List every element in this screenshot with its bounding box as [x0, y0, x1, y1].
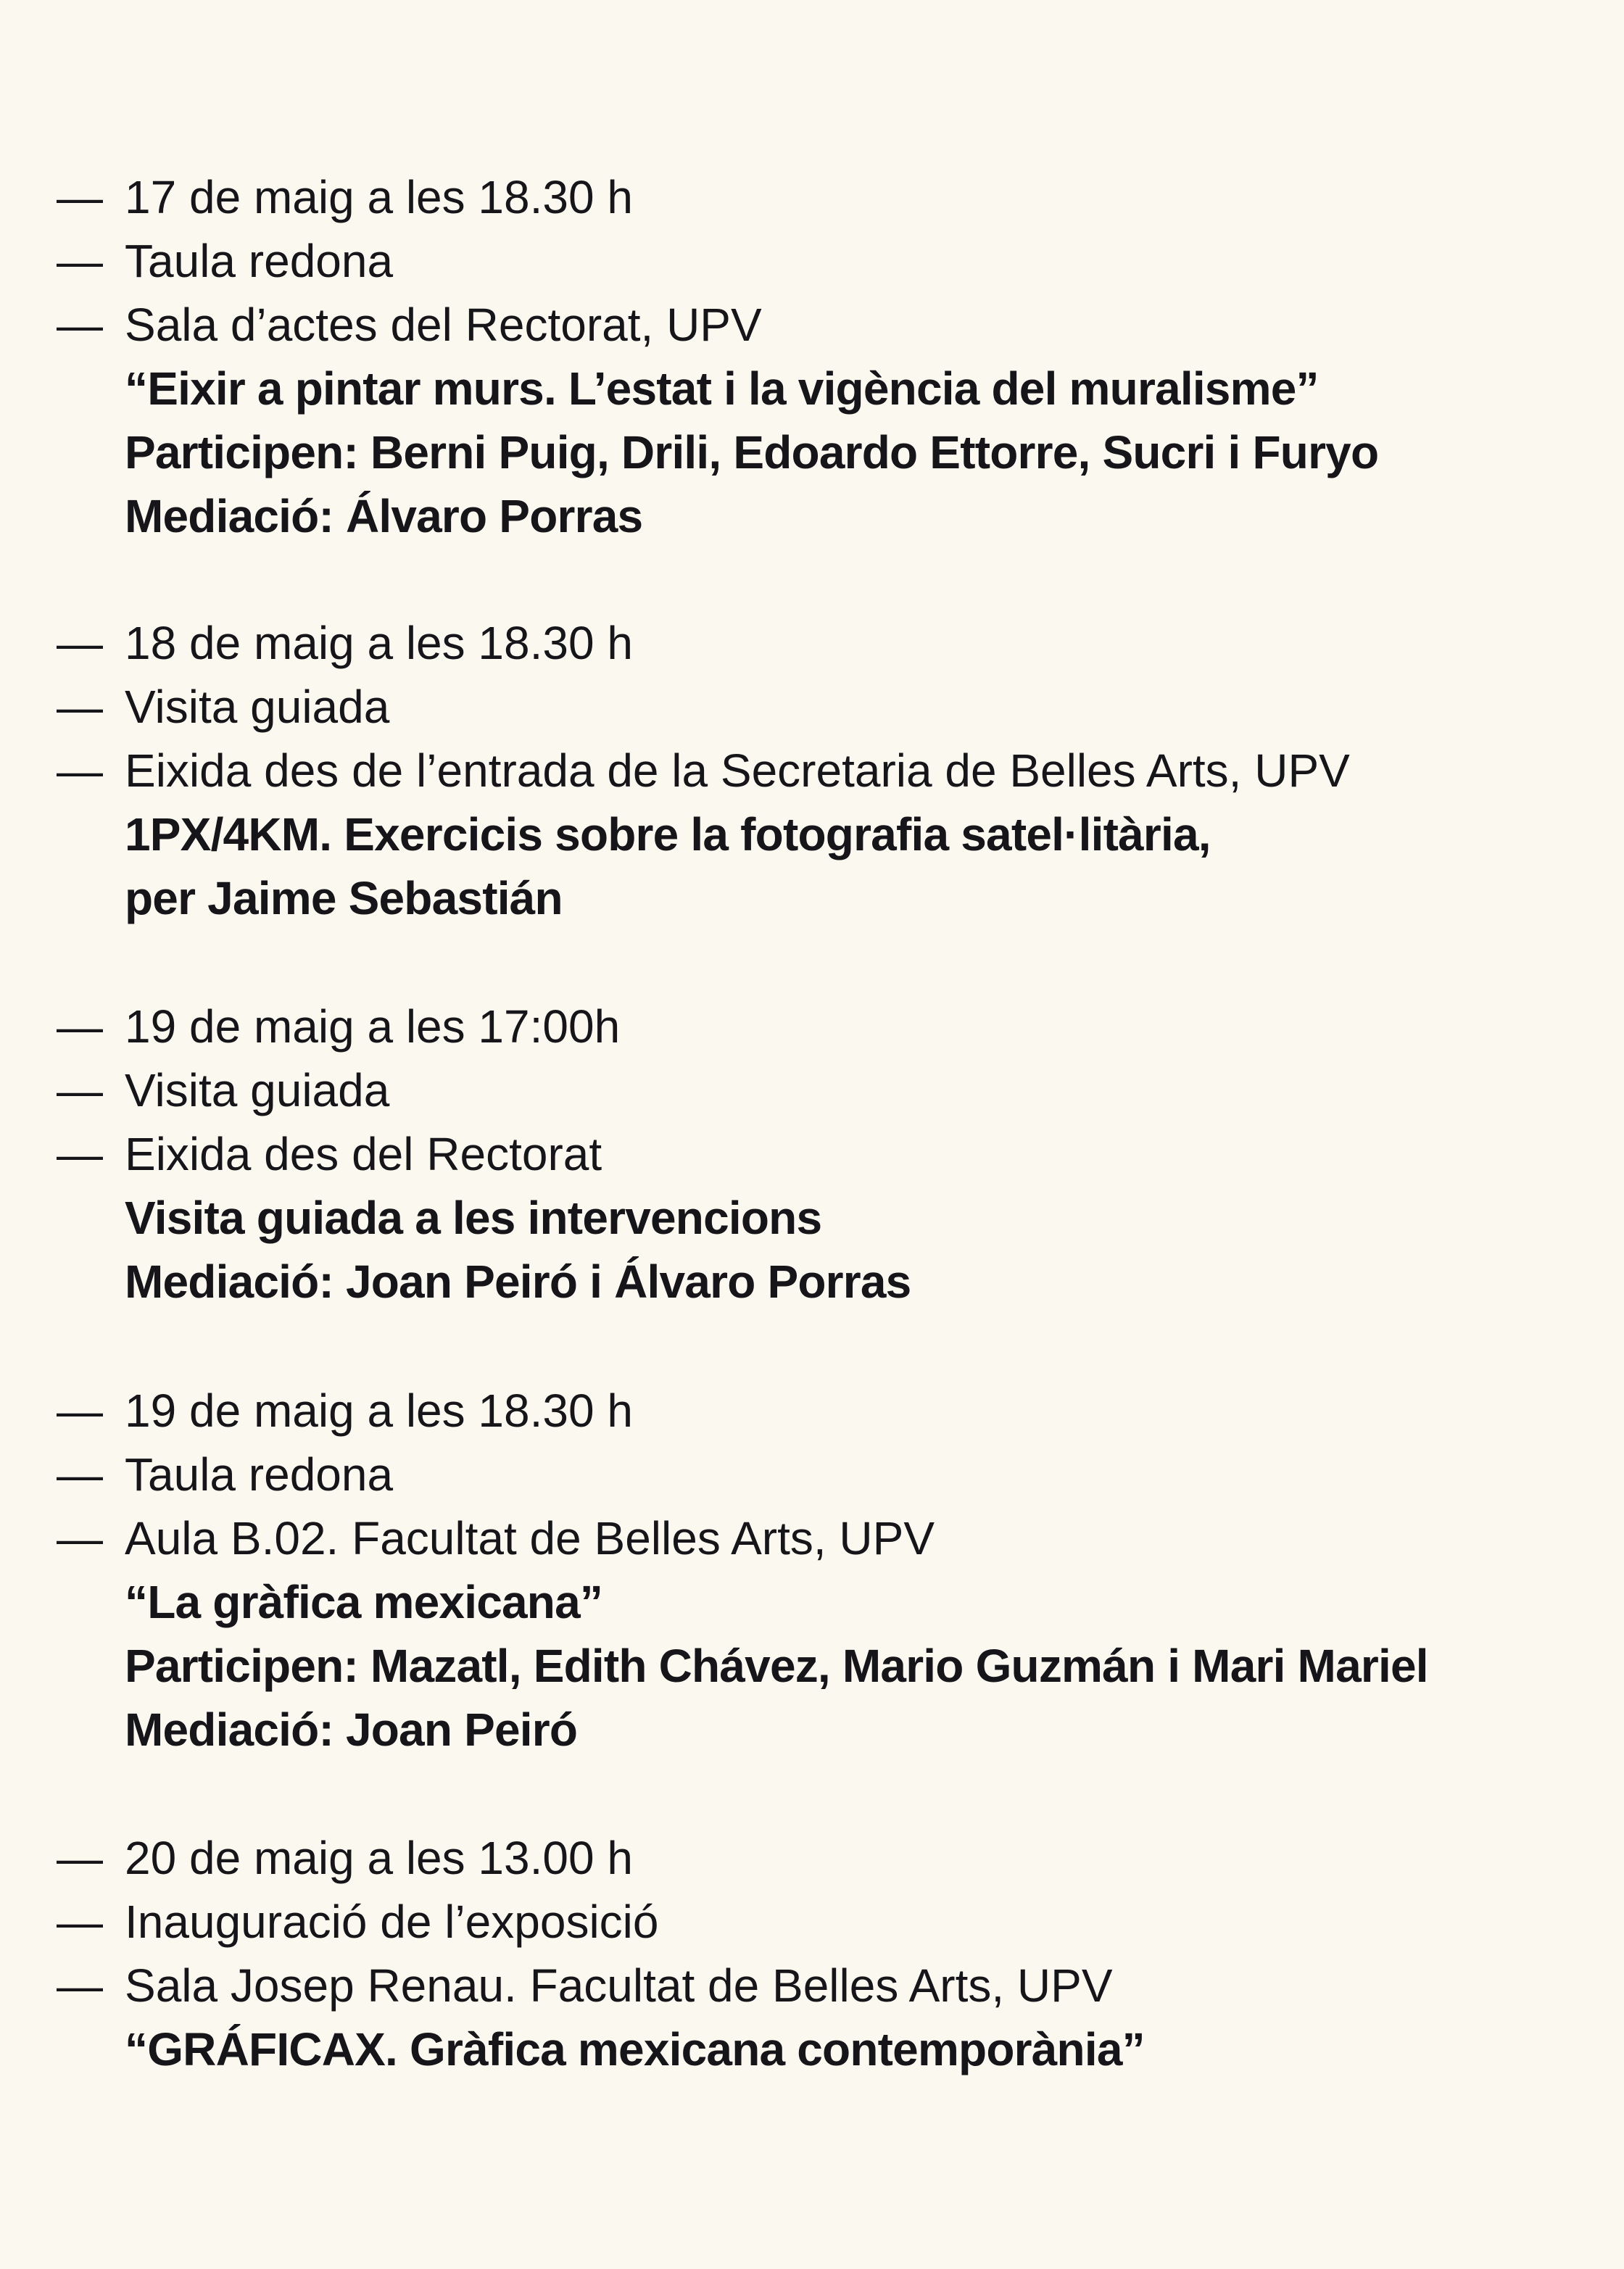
event-type: Visita guiada: [125, 1064, 390, 1116]
event-title: Visita guiada a les intervencions: [125, 1192, 822, 1244]
event-type: Taula redona: [125, 1448, 394, 1501]
event-place-line: [0, 1954, 1624, 2017]
dash-bullet: —: [57, 744, 103, 797]
event-type: Inauguració de l’exposició: [125, 1896, 659, 1948]
dash-bullet: —: [57, 1064, 103, 1116]
dash-bullet: —: [57, 1832, 103, 1884]
event-type: Visita guiada: [125, 681, 390, 733]
event-type: Taula redona: [125, 235, 394, 287]
event-place: Sala Josep Renau. Facultat de Belles Arts, UPV: [125, 1959, 1113, 2012]
event-detail-line: [0, 1634, 1624, 1698]
event-detail-line: [0, 866, 1624, 930]
dash-bullet: —: [57, 299, 103, 351]
event-title: 1PX/4KM. Exercicis sobre la fotografia satel·litària,: [125, 808, 1211, 860]
event-item: [0, 611, 1624, 930]
event-type-line: [0, 1443, 1624, 1506]
event-title: “La gràfica mexicana”: [125, 1576, 603, 1628]
dash-bullet: —: [57, 1128, 103, 1180]
event-detail-line: [0, 420, 1624, 484]
dash-bullet: —: [57, 681, 103, 733]
event-detail-line: [0, 802, 1624, 866]
event-place: Eixida des del Rectorat: [125, 1128, 602, 1180]
event-author: per Jaime Sebastián: [125, 872, 563, 924]
dash-bullet: —: [57, 1512, 103, 1564]
event-detail-line: [0, 1250, 1624, 1314]
event-type-line: [0, 1058, 1624, 1122]
event-place: Sala d’actes del Rectorat, UPV: [125, 299, 762, 351]
event-detail-line: [0, 1186, 1624, 1250]
dash-bullet: —: [57, 235, 103, 287]
event-type-line: [0, 675, 1624, 739]
event-place-line: [0, 1506, 1624, 1570]
event-title: “GRÁFICAX. Gràfica mexicana contemporània”: [125, 2023, 1145, 2075]
event-mediation: Mediació: Álvaro Porras: [125, 490, 643, 542]
event-mediation: Mediació: Joan Peiró: [125, 1704, 578, 1756]
event-participants: Participen: Berni Puig, Drili, Edoardo Ettorre, Sucri i Furyo: [125, 426, 1379, 478]
event-item: [0, 995, 1624, 1314]
event-detail-line: [0, 1698, 1624, 1762]
event-date-line: [0, 1379, 1624, 1443]
event-place-line: [0, 739, 1624, 802]
event-date: 19 de maig a les 18.30 h: [125, 1385, 633, 1437]
event-item: [0, 1826, 1624, 2081]
event-type-line: [0, 229, 1624, 293]
event-title: “Eixir a pintar murs. L’estat i la vigència del muralisme”: [125, 362, 1319, 415]
event-detail-line: [0, 1570, 1624, 1634]
dash-bullet: —: [57, 1385, 103, 1437]
dash-bullet: —: [57, 171, 103, 223]
event-date: 19 de maig a les 17:00h: [125, 1000, 621, 1053]
event-detail-line: [0, 2017, 1624, 2081]
dash-bullet: —: [57, 1000, 103, 1053]
event-date: 17 de maig a les 18.30 h: [125, 171, 633, 223]
event-place: Aula B.02. Facultat de Belles Arts, UPV: [125, 1512, 935, 1564]
event-date: 18 de maig a les 18.30 h: [125, 617, 633, 669]
dash-bullet: —: [57, 1896, 103, 1948]
event-date-line: [0, 611, 1624, 675]
event-mediation: Mediació: Joan Peiró i Álvaro Porras: [125, 1256, 911, 1308]
event-place-line: [0, 293, 1624, 357]
event-date-line: [0, 995, 1624, 1058]
event-date: 20 de maig a les 13.00 h: [125, 1832, 633, 1884]
event-place-line: [0, 1122, 1624, 1186]
event-place: Eixida des de l’entrada de la Secretaria de Belles Arts, UPV: [125, 744, 1350, 797]
event-type-line: [0, 1890, 1624, 1954]
dash-bullet: —: [57, 1959, 103, 2012]
event-date-line: [0, 1826, 1624, 1890]
dash-bullet: —: [57, 1448, 103, 1501]
event-participants: Participen: Mazatl, Edith Chávez, Mario Guzmán i Mari Mariel: [125, 1640, 1428, 1692]
event-detail-line: [0, 357, 1624, 420]
event-date-line: [0, 165, 1624, 229]
dash-bullet: —: [57, 617, 103, 669]
event-detail-line: [0, 484, 1624, 548]
event-item: [0, 1379, 1624, 1762]
event-item: [0, 165, 1624, 548]
